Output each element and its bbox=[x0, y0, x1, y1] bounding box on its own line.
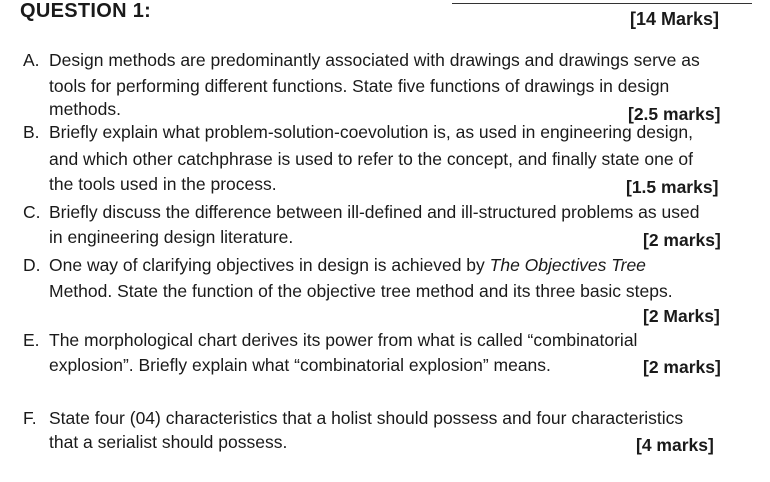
question-text-line: the tools used in the process. bbox=[49, 174, 277, 194]
question-letter: E. bbox=[23, 330, 40, 350]
question-letter: C. bbox=[23, 202, 41, 222]
question-marks: [2 marks] bbox=[643, 230, 721, 250]
question-text-line: explosion”. Briefly explain what “combinatorial explosion” means. bbox=[49, 355, 551, 375]
question-text-line: State four (04) characteristics that a holist should possess and four characteristics bbox=[49, 408, 684, 428]
question-text-line: Briefly discuss the difference between ill-defined and ill-structured problems as used bbox=[49, 202, 700, 222]
method-name-italic: The Objectives Tree bbox=[489, 255, 646, 275]
question-text-line: Method. State the function of the objective tree method and its three basic steps. bbox=[49, 281, 673, 301]
question-text-line bbox=[49, 255, 646, 276]
question-text-line: methods. bbox=[49, 99, 121, 119]
question-text-line: that a serialist should possess. bbox=[49, 432, 288, 452]
question-letter: F. bbox=[23, 408, 37, 428]
question-text-line: Design methods are predominantly associated with drawings and drawings serve as bbox=[49, 50, 700, 70]
question-text-line: tools for performing different functions. State five functions of drawings in design bbox=[49, 76, 670, 96]
question-marks: [2 Marks] bbox=[643, 306, 720, 326]
question-title: QUESTION 1: bbox=[20, 0, 152, 22]
question-marks: [2.5 marks] bbox=[628, 104, 721, 124]
question-marks: [1.5 marks] bbox=[626, 177, 719, 197]
question-letter: B. bbox=[23, 122, 40, 142]
total-marks: [14 Marks] bbox=[630, 9, 720, 29]
question-letter: D. bbox=[23, 255, 41, 275]
question-text: One way of clarifying objectives in design is achieved by bbox=[49, 255, 490, 275]
question-marks: [2 marks] bbox=[643, 357, 721, 377]
question-marks: [4 marks] bbox=[636, 435, 714, 455]
header-rule bbox=[452, 3, 752, 4]
question-text-line: Briefly explain what problem-solution-coevolution is, as used in engineering design, bbox=[49, 122, 693, 142]
question-text-line: The morphological chart derives its power from what is called “combinatorial bbox=[49, 330, 638, 350]
question-text-line: and which other catchphrase is used to refer to the concept, and finally state one of bbox=[49, 149, 694, 169]
question-letter: A. bbox=[23, 50, 40, 70]
question-text-line: in engineering design literature. bbox=[49, 227, 294, 247]
